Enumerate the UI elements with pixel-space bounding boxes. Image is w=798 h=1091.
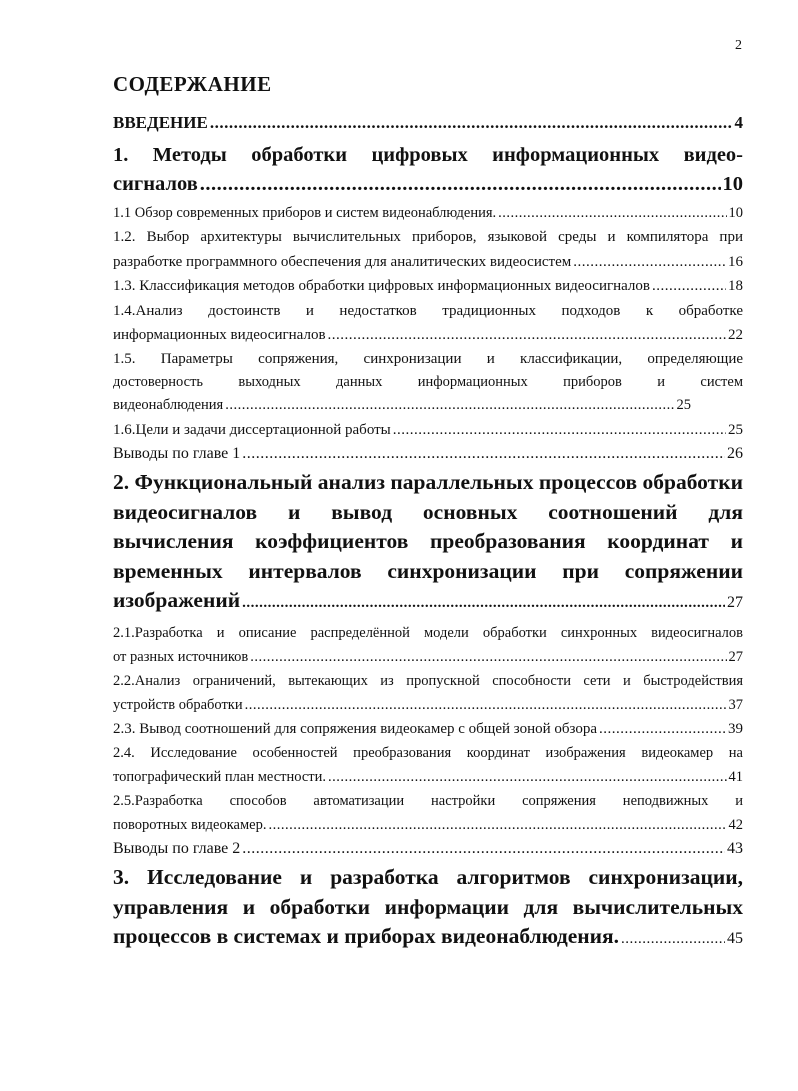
- dot-leader: [393, 418, 726, 443]
- dot-leader: [328, 323, 726, 348]
- toc-entry-2-1[interactable]: [113, 621, 743, 669]
- toc-entry-2-2[interactable]: [113, 669, 743, 717]
- toc-entry-2-4[interactable]: [113, 741, 743, 789]
- dot-leader: [210, 110, 733, 136]
- toc-entry-line: разработке программного обеспечения для аналитических видеосистем: [113, 253, 572, 270]
- dot-leader: [242, 442, 725, 466]
- dot-leader: [245, 693, 727, 717]
- toc-entry-line: устройств обработки: [113, 696, 243, 713]
- toc-page-number: 25: [676, 396, 691, 413]
- toc-entry-1-2[interactable]: [113, 225, 743, 274]
- toc-entry-line: вычисления коэффициентов преобразования координат и: [113, 529, 743, 553]
- toc-page-number: 42: [728, 817, 743, 833]
- toc-entry-text: Выводы по главе 1: [113, 445, 241, 462]
- toc-entry-1-4[interactable]: [113, 299, 743, 348]
- toc-entry-line: процессов в системах и приборах видеонаблюдения.: [113, 924, 620, 948]
- toc-entry-chapter-2[interactable]: [113, 468, 743, 619]
- toc-entry-chapter-3[interactable]: [113, 863, 743, 955]
- dot-leader: [250, 645, 726, 669]
- toc-entry-line: сигналов: [113, 173, 198, 195]
- toc-entry-line: 2.1.Разработка и описание распределённой модели обработки синхронных видеосигналов: [113, 624, 743, 641]
- toc-entry-2-5[interactable]: [113, 789, 743, 837]
- toc-entry-chapter-1[interactable]: [113, 141, 743, 199]
- dot-leader: [242, 589, 725, 619]
- dot-leader: [200, 170, 721, 199]
- toc-entry-line: 1.2. Выбор архитектуры вычислительных приборов, языковой среды и компилятора при: [113, 229, 743, 245]
- toc-entry-line: 1.5. Параметры сопряжения, синхронизации и классификации, определяющие: [113, 350, 743, 367]
- toc-entry-line: 1. Методы обработки цифровых информационных видео-: [113, 144, 743, 166]
- toc-page-number: 10: [728, 205, 743, 221]
- toc-entry-1-3[interactable]: [113, 274, 743, 299]
- toc-entry-1-1[interactable]: [113, 201, 743, 225]
- toc-page-number: 37: [728, 696, 743, 713]
- toc-entry-line: от разных источников: [113, 648, 249, 665]
- toc-entry-2-3[interactable]: [113, 717, 743, 742]
- toc-page-number: 45: [727, 930, 743, 947]
- dot-leader: [652, 274, 726, 299]
- toc-entry-line: видеонаблюдения: [113, 396, 224, 413]
- table-of-contents: [113, 110, 743, 955]
- toc-page-number: 16: [728, 253, 743, 270]
- toc-entry-line: топографический план местности.: [113, 769, 326, 785]
- toc-page-number: 26: [727, 445, 743, 462]
- toc-entry-line: 2.5.Разработка способов автоматизации настройки сопряжения неподвижных и: [113, 793, 743, 809]
- toc-entry-1-5[interactable]: [113, 348, 743, 416]
- dot-leader: [242, 837, 725, 861]
- toc-page-number: 27: [727, 594, 743, 611]
- toc-entry-text: 1.1 Обзор современных приборов и систем видеонаблюдения.: [113, 205, 497, 221]
- toc-entry-text: 1.3. Классификация методов обработки цифровых информационных видеосигналов: [113, 278, 651, 294]
- dot-leader: [498, 201, 726, 225]
- toc-page-number: 41: [728, 769, 743, 785]
- toc-entry-line: 2.2.Анализ ограничений, вытекающих из пропускной способности сети и быстродействия: [113, 672, 743, 689]
- page-title: СОДЕРЖАНИЕ: [113, 72, 272, 96]
- toc-entry-text: 2.3. Вывод соотношений для сопряжения видеокамер с общей зоной обзора: [113, 720, 598, 737]
- toc-entry-text: 1.6.Цели и задачи диссертационной работы: [113, 421, 391, 438]
- toc-entry-line: 2. Функциональный анализ параллельных процессов обработки: [113, 470, 743, 494]
- toc-entry-conclusions-2[interactable]: [113, 837, 743, 861]
- toc-entry-text: ВВЕДЕНИЕ: [113, 113, 208, 132]
- toc-entry-line: 3. Исследование и разработка алгоритмов синхронизации,: [113, 865, 743, 889]
- toc-entry-1-6[interactable]: [113, 418, 743, 443]
- toc-page-number: 39: [728, 720, 743, 737]
- toc-page-number: 25: [728, 421, 743, 438]
- toc-entry-line: 2.4. Исследование особенностей преобразования координат изображения видеокамер на: [113, 745, 743, 761]
- page-number: 2: [735, 38, 742, 53]
- toc-entry-introduction[interactable]: [113, 110, 743, 136]
- toc-entry-line: изображений: [113, 588, 241, 612]
- toc-entry-text: Выводы по главе 2: [113, 840, 241, 857]
- toc-entry-line: информационных видеосигналов: [113, 327, 326, 343]
- toc-page-number: 43: [727, 840, 743, 857]
- toc-entry-line: видеосигналов и вывод основных соотношений для: [113, 499, 743, 524]
- dot-leader: [621, 925, 725, 955]
- toc-page-number: 10: [722, 173, 743, 195]
- toc-entry-line: временных интервалов синхронизации при сопряжении: [113, 558, 743, 583]
- toc-entry-line: 1.4.Анализ достоинств и недостатков традиционных подходов к обработке: [113, 302, 743, 319]
- dot-leader: [225, 394, 674, 416]
- toc-entry-line: достоверность выходных данных информационных приборов и систем: [113, 373, 743, 390]
- toc-page-number: 22: [728, 327, 743, 343]
- toc-entry-line: поворотных видеокамер.: [113, 817, 267, 833]
- toc-page-number: 4: [734, 113, 743, 132]
- toc-page-number: 27: [728, 648, 743, 665]
- dot-leader: [328, 765, 727, 789]
- toc-entry-line: управления и обработки информации для вычислительных: [113, 894, 743, 919]
- dot-leader: [599, 717, 726, 742]
- toc-page-number: 18: [728, 278, 743, 294]
- dot-leader: [268, 813, 726, 837]
- dot-leader: [573, 250, 726, 275]
- toc-entry-conclusions-1[interactable]: [113, 442, 743, 466]
